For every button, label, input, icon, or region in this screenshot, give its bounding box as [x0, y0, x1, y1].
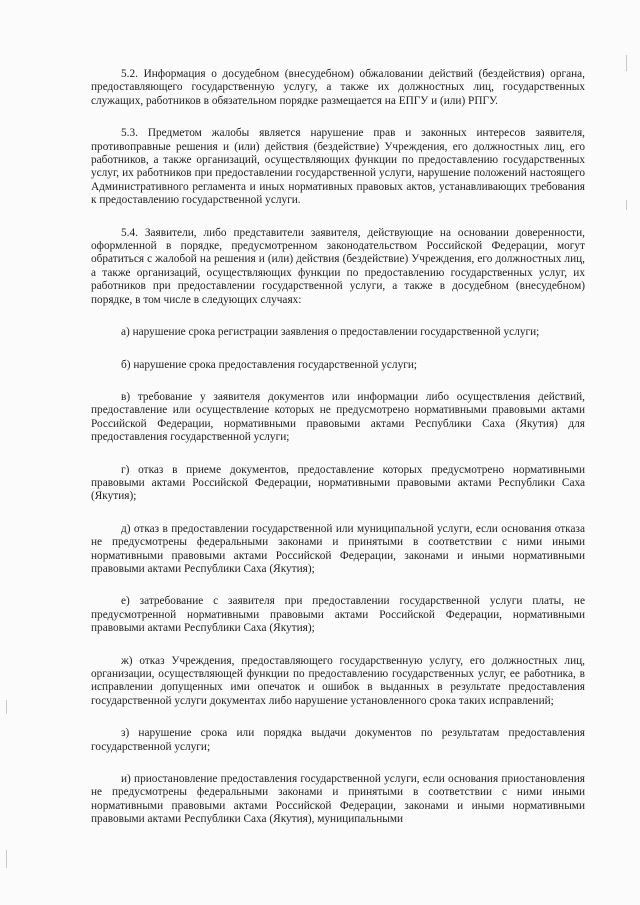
list-item-v: в) требование у заявителя документов или информации либо осуществления действий, предоставление или осуществление которых не предусмотрено нормативными правовыми актами Российской Федерации, нормативными правовыми актами Республики Саха (Якутия) для предоставления государственной услуги; [91, 390, 585, 444]
paragraph-5-3: 5.3. Предметом жалобы является нарушение прав и законных интересов заявителя, противоправные решения и (или) действия (бездействие) Учреждения, его должностных лиц, его работников, а также организаций, осуществляющих функции по предоставлению государственных услуг, их работников при предоставлении государственной услуги, нарушение положений настоящего Административного регламента и иных нормативных правовых актов, устанавливающих требования к предоставлению государственной услуги. [91, 127, 585, 207]
scan-margin-mark [626, 200, 627, 210]
list-item-b: б) нарушение срока предоставления государственной услуги; [121, 358, 418, 371]
paragraph-5-2: 5.2. Информация о досудебном (внесудебном) обжаловании действий (бездействия) органа, предоставляющего государственную услугу, а также их должностных лиц, государственных служащих, работников в обязательном порядке размещается на ЕПГУ и (или) РПГУ. [91, 68, 585, 107]
list-item-z: з) нарушение срока или порядка выдачи документов по результатам предоставления государственной услуги; [91, 727, 585, 753]
list-item-i: и) приостановление предоставления государственной услуги, если основания приостановления не предусмотрены федеральными законами и принятыми в соответствии с ними иными нормативными правовыми актами Российской Федерации, законами и иными нормативными правовыми актами Республики Саха (Якутия), муниципальными [91, 773, 585, 826]
list-item-g: г) отказ в приеме документов, предоставление которых предусмотрено нормативными правовыми актами Российской Федерации, нормативными правовыми актами Республики Саха (Якутия); [91, 463, 585, 503]
list-item-e: е) затребование с заявителя при предоставлении государственной услуги платы, не предусмотренной нормативными правовыми актами Российской Федерации, нормативными правовыми актами Республики Саха (Якутия); [91, 595, 585, 635]
paragraph-5-4: 5.4. Заявители, либо представители заявителя, действующие на основании доверенности, оформленной в порядке, предусмотренном законодательством Российской Федерации, могут обратиться с жалобой на решения и (или) действия (бездействие) Учреждения, его должностных лиц, а также организаций, осуществляющих функции по предоставлению государственных услуг, их работников при предоставлении государственной услуги, а также в досудебном (внесудебном) порядке, в том числе в следующих случаях: [91, 226, 585, 306]
scan-margin-mark [6, 700, 7, 714]
list-item-zh: ж) отказ Учреждения, предоставляющего государственную услугу, его должностных лиц, организации, осуществляющей функции по предоставлению государственных услуг, ее работника, в исправлении допущенных ими опечаток и ошибок в выданных в результате предоставления государственной услуги документах либо нарушение установленного срока таких исправлений; [91, 654, 585, 707]
scan-margin-mark [6, 850, 7, 868]
list-item-a: а) нарушение срока регистрации заявления о предоставлении государственной услуги; [121, 326, 540, 339]
list-item-d: д) отказ в предоставлении государственной или муниципальной услуги, если основания отказа не предусмотрены федеральными законами и принятыми в соответствии с ними иными нормативными правовыми актами Российской Федерации, законами и иными нормативными правовыми актами Республики Саха (Якутия); [91, 522, 585, 575]
document-body [91, 68, 585, 827]
scan-margin-mark [626, 55, 627, 71]
